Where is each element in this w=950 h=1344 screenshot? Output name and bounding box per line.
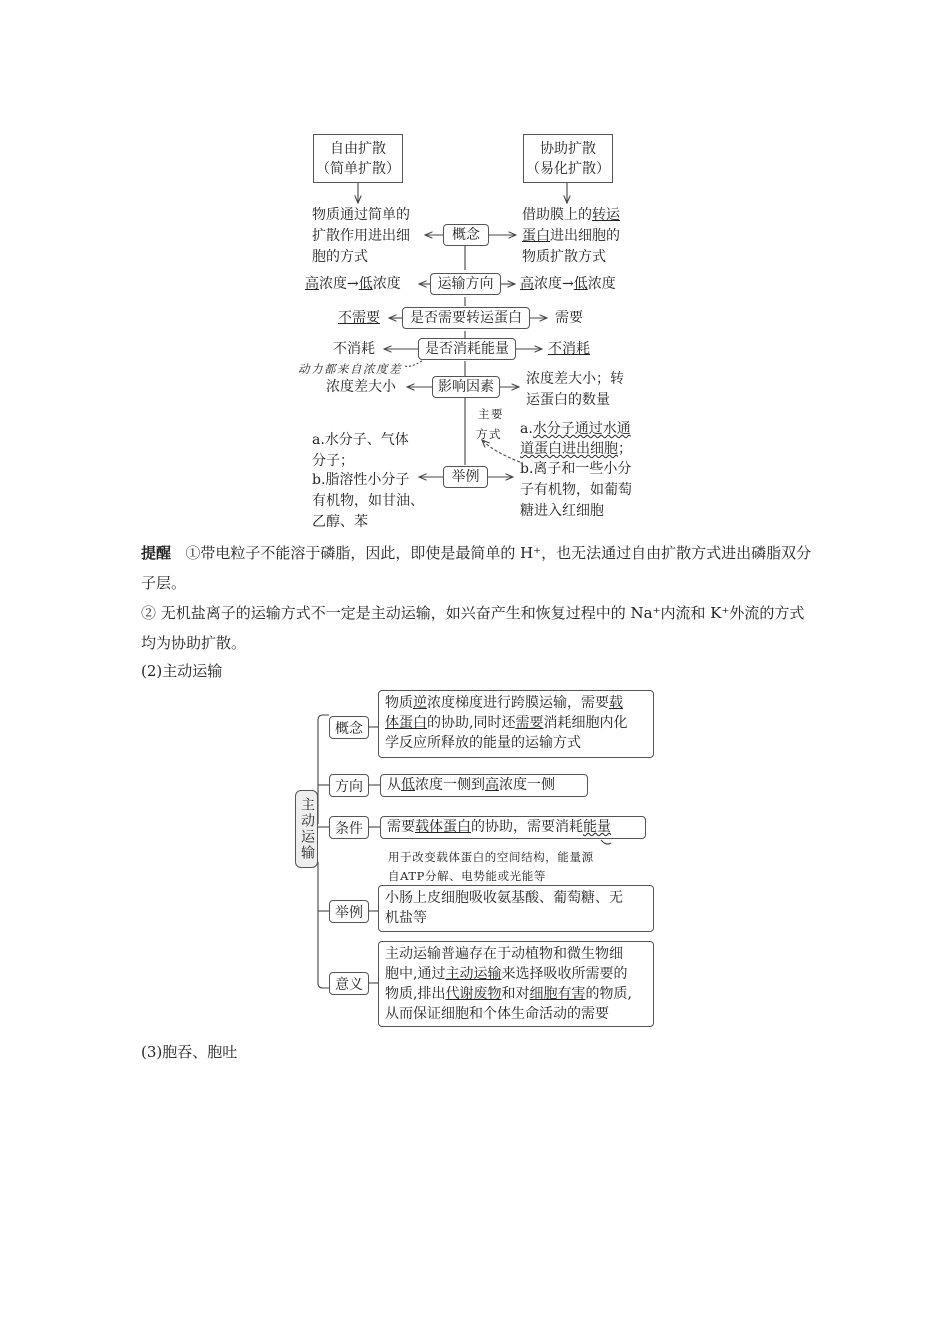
- example-left-1: a.水分子、气体: [312, 432, 409, 448]
- center-energy: 是否消耗能量: [418, 338, 516, 360]
- energy-note: 动力都来自浓度差: [298, 362, 402, 376]
- concept-left-2: 扩散作用进出细: [312, 228, 410, 244]
- concept-right-2: 蛋白进出细胞的: [522, 228, 620, 244]
- label-direction: 方向: [329, 774, 369, 797]
- example-box: 小肠上皮细胞吸收氨基酸、葡萄糖、无 机盐等: [378, 885, 654, 932]
- facilitated-diffusion-title: 协助扩散: [540, 140, 596, 157]
- example-right-5: 糖进入红细胞: [520, 503, 604, 519]
- example-right-2: 道蛋白进出细胞；: [520, 441, 632, 457]
- center-concept: 概念: [443, 224, 489, 246]
- label-meaning: 意义: [329, 972, 369, 995]
- center-factor: 影响因素: [432, 376, 500, 398]
- label-condition: 条件: [329, 816, 369, 839]
- factor-right-2: 运蛋白的数量: [526, 392, 610, 408]
- protein-right: 需要: [555, 310, 583, 326]
- example-right-3: b.离子和一些小分: [520, 461, 632, 477]
- example-right-1: a.水分子通过水通: [520, 421, 631, 437]
- condition-note-1: 用于改变载体蛋白的空间结构，能量源: [388, 850, 594, 864]
- factor-right-1: 浓度差大小；转: [526, 371, 624, 387]
- section2-title: (2)主动运输: [141, 662, 223, 680]
- example-left-4: 有机物，如甘油、: [312, 493, 424, 509]
- direction-right: 高浓度→低浓度: [520, 276, 616, 292]
- example-right-4: 子有机物，如葡萄: [520, 482, 632, 498]
- condition-note-2: 自ATP分解、电势能或光能等: [388, 869, 546, 883]
- root-active-transport: [295, 790, 318, 868]
- protein-left: 不需要: [338, 310, 380, 326]
- free-diffusion-title: 自由扩散: [330, 140, 386, 157]
- center-protein: 是否需要转运蛋白: [402, 307, 530, 329]
- main-way-2: 方式: [476, 427, 502, 441]
- section3-title: (3)胞吞、胞吐: [141, 1043, 238, 1061]
- concept-left-1: 物质通过简单的: [312, 207, 410, 223]
- concept-right-3: 物质扩散方式: [522, 249, 606, 265]
- tip-text-2: ② 无机盐离子的运输方式不一定是主动运输，如兴奋产生和恢复过程中的 Na⁺内流和 K⁺外流的方式均为协助扩散。: [141, 604, 805, 652]
- facilitated-diffusion-alias: （易化扩散）: [526, 160, 610, 177]
- label-concept: 概念: [329, 716, 369, 739]
- concept-right-1: 借助膜上的转运: [522, 207, 620, 223]
- direction-box: 从低浓度一侧到高浓度一侧: [380, 774, 588, 797]
- direction-left: 高浓度→低浓度: [305, 276, 401, 292]
- condition-box: 需要载体蛋白的协助，需要消耗能量: [380, 816, 646, 839]
- energy-left: 不消耗: [333, 341, 375, 357]
- example-left-5: 乙醇、苯: [312, 514, 368, 530]
- example-left-2: 分子；: [312, 453, 354, 469]
- tip-text-1: ①带电粒子不能溶于磷脂，因此，即使是最简单的 H⁺，也无法通过自由扩散方式进出磷脂双分子层。: [141, 544, 812, 592]
- example-left-3: b.脂溶性小分子: [312, 472, 410, 488]
- center-example: 举例: [443, 466, 488, 488]
- factor-left: 浓度差大小: [326, 379, 396, 395]
- label-example: 举例: [329, 900, 369, 923]
- free-diffusion-alias: （简单扩散）: [316, 160, 400, 177]
- energy-right: 不消耗: [548, 341, 590, 357]
- meaning-box: 主动运输普遍存在于动植物和微生物细 胞中,通过主动运输来选择吸收所需要的 物质,排出代谢废物和对细胞有害的物质, 从而保证细胞和个体生命活动的需要: [378, 941, 654, 1027]
- main-way-1: 主要: [478, 407, 504, 421]
- concept-left-3: 胞的方式: [312, 249, 368, 265]
- tip-label: 提醒: [141, 544, 172, 562]
- concept-box: 物质逆浓度梯度进行跨膜运输，需要载 体蛋白的协助,同时还需要消耗细胞内化 学反应所释放的能量的运输方式: [378, 690, 654, 758]
- root-label: 主动运输: [299, 797, 315, 861]
- center-direction: 运输方向: [430, 273, 501, 295]
